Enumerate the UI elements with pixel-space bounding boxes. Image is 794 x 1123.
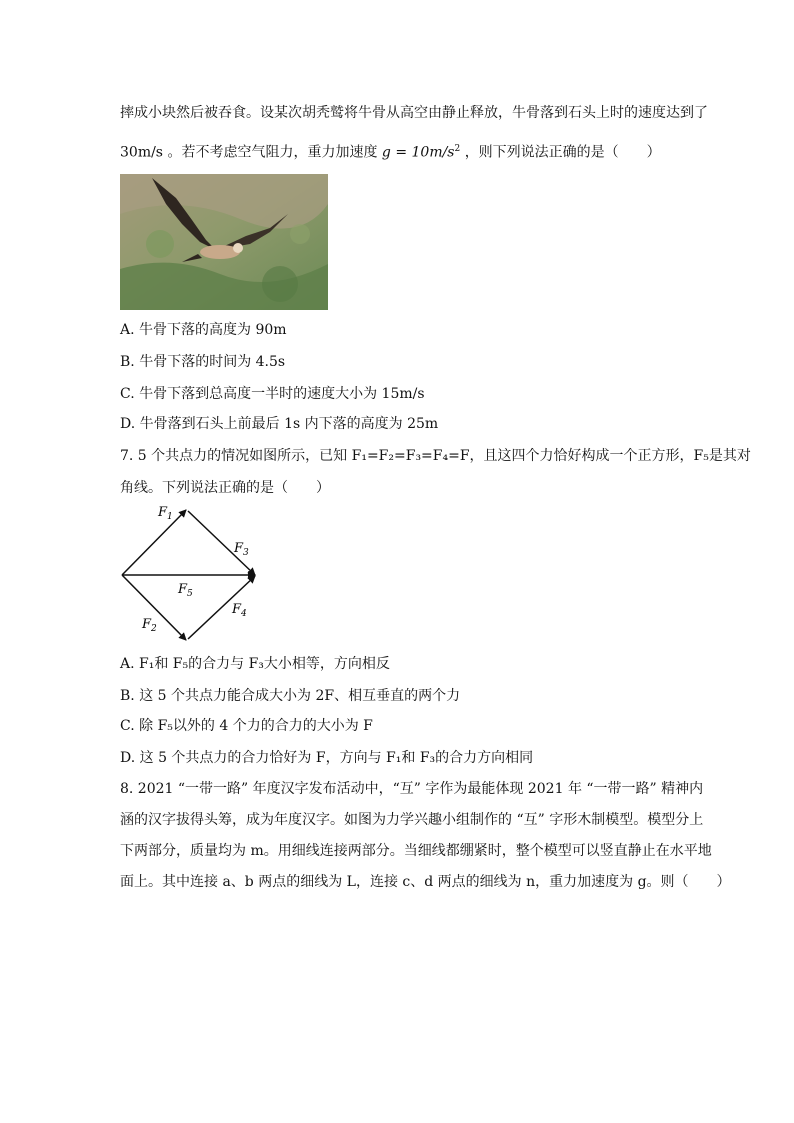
vulture-image [120,174,328,310]
q6-text: 。若不考虑空气阻力，重力加速度 [167,144,378,161]
force-diagram [112,500,272,650]
q6-option-a: A. 牛骨下落的高度为 90m [120,322,287,338]
f4-label: $F_4$ [232,602,247,619]
q6-option-c: C. 牛骨下落到总高度一半时的速度大小为 15m/s [120,386,425,402]
f2-label: $F_2$ [142,617,157,634]
q6-gravity-exp: 2 [454,144,461,154]
q8-line-1: 8. 2021 “一带一路” 年度汉字发布活动中，“互” 字作为最能体现 2021 年 “一带一路” 精神内 [120,781,704,797]
f3-label: $F_3$ [234,541,249,558]
q6-option-d: D. 牛骨落到石头上前最后 1s 内下落的高度为 25m [120,416,439,432]
q8-line-4: 面上。其中连接 a、b 两点的细线为 L，连接 c、d 两点的细线为 n，重力加速度为 g。则（ ） [120,874,731,890]
f3-arrow [188,511,255,575]
q6-line-2 [120,139,661,163]
q7-option-c: C. 除 F₅以外的 4 个力的合力的大小为 F [120,718,373,734]
f1-label: $F_1$ [158,505,173,522]
f4-arrow [188,576,255,639]
q7-option-d: D. 这 5 个共点力的合力恰好为 F，方向与 F₁和 F₃的合力方向相同 [120,750,534,766]
vulture-photo [120,174,328,310]
q7-line-2: 角线。下列说法正确的是（ ） [120,480,330,496]
q6-question: ，则下列说法正确的是（ ） [464,144,661,161]
q7-option-b: B. 这 5 个共点力能合成大小为 2F、相互垂直的两个力 [120,688,461,704]
q6-option-b: B. 牛骨下落的时间为 4.5s [120,354,286,370]
q6-gravity: g = 10m/s [381,144,455,161]
f5-label: $F_5$ [178,582,193,599]
q8-line-3: 下两部分，质量均为 m。用细线连接两部分。当细线都绷紧时，整个模型可以竖直静止在水平地 [120,843,712,859]
q6-line-1: 摔成小块然后被吞食。设某次胡秃鹫将牛骨从高空由静止释放，牛骨落到石头上时的速度达到了 [120,105,708,121]
q8-line-2: 涵的汉字拔得头筹，成为年度汉字。如图为力学兴趣小组制作的 “互” 字形木制模型。模型分上 [120,812,704,828]
q7-line-1: 7. 5 个共点力的情况如图所示，已知 F₁=F₂=F₃=F₄=F，且这四个力恰好构成一个正方形，F₅是其对 [120,448,751,464]
f1-arrow [122,510,186,575]
q7-option-a: A. F₁和 F₅的合力与 F₃大小相等，方向相反 [120,656,390,672]
q6-speed: 30m/s [120,144,163,161]
